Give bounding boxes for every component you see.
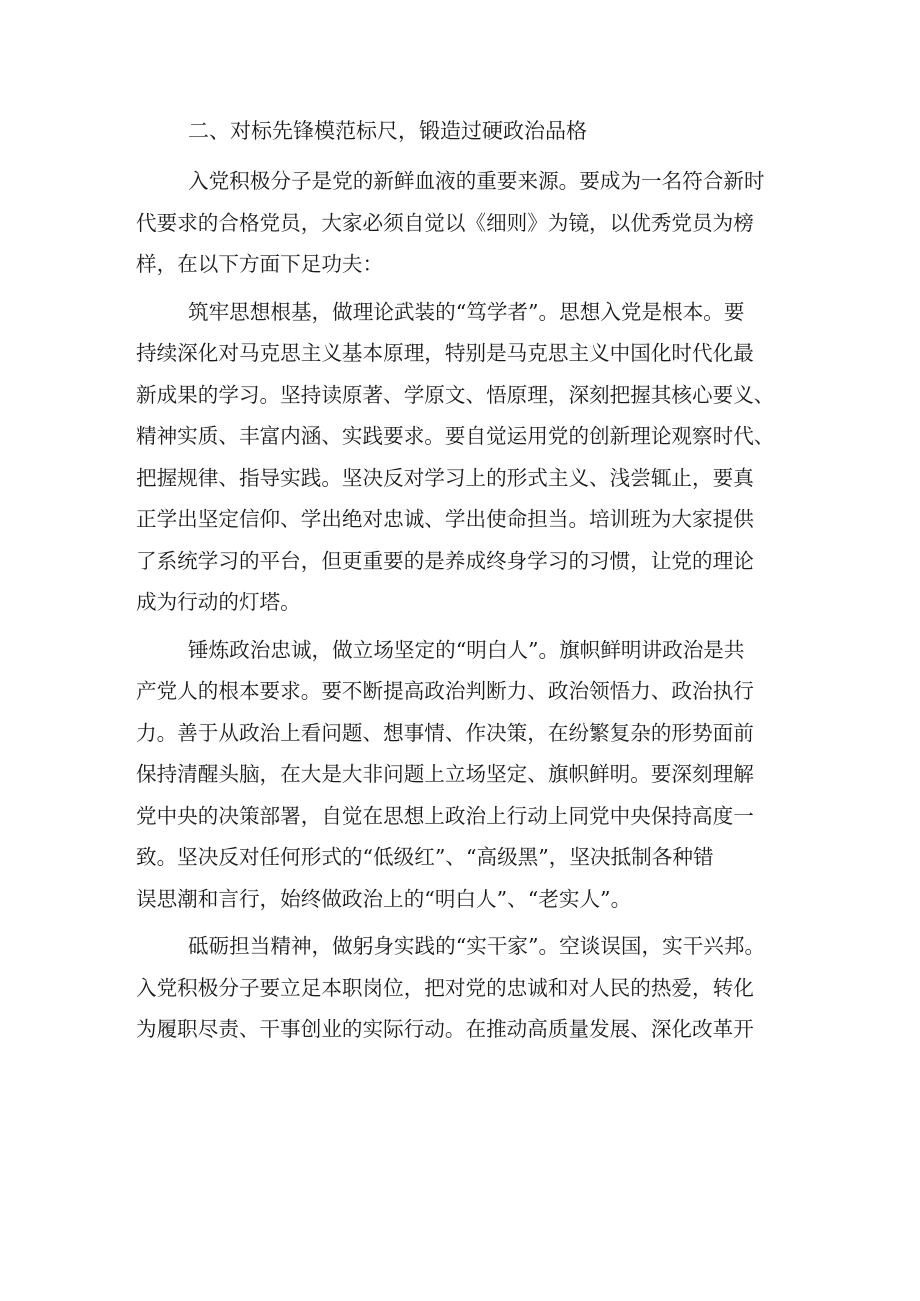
text-line: 产党人的根本要求。要不断提高政治判断力、政治领悟力、政治执行	[136, 679, 754, 703]
text-line: 致。坚决反对任何形式的“低级红”、“高级黑”，坚决抵制各种错	[136, 845, 714, 869]
text-line: 筑牢思想根基，做理论武装的“笃学者”。思想入党是根本。要	[188, 299, 745, 324]
paragraph-practice	[136, 926, 792, 1051]
text-line: 精神实质、丰富内涵、实践要求。要自觉运用党的创新理论观察时代、	[136, 424, 775, 448]
text-line: 入党积极分子要立足本职岗位，把对党的忠诚和对人民的热爱，转化	[136, 975, 754, 1000]
text-line: 持续深化对马克思主义基本原理，特别是马克思主义中国化时代化最	[136, 341, 754, 365]
text-line: 力。善于从政治上看问题、想事情、作决策，在纷繁复杂的形势面前	[136, 720, 754, 745]
text-line: 砥砺担当精神，做躬身实践的“实干家”。空谈误国，实干兴邦。	[188, 934, 766, 958]
text-line: 把握规律、指导实践。坚决反对学习上的形式主义、浅尝辄止，要真	[136, 465, 754, 490]
text-line: 正学出坚定信仰、学出绝对忠诚、学出使命担当。培训班为大家提供	[136, 507, 754, 531]
text-line: 成为行动的灯塔。	[136, 590, 301, 614]
text-line: 新成果的学习。坚持读原著、学原文、悟原理，深刻把握其核心要义、	[136, 382, 775, 407]
paragraph-intro	[136, 161, 792, 286]
text-line: 党中央的决策部署，自觉在思想上政治上行动上同党中央保持高度一	[136, 803, 754, 828]
text-line: 误思潮和言行，始终做政治上的“明白人”、“老实人”。	[136, 886, 632, 911]
text-line: 锤炼政治忠诚，做立场坚定的“明白人”。旗帜鲜明讲政治是共	[188, 637, 745, 662]
paragraph-political-loyalty	[136, 630, 792, 921]
text-line: 保持清醒头脑，在大是大非问题上立场坚定、旗帜鲜明。要深刻理解	[136, 762, 754, 786]
body-text	[136, 161, 792, 1051]
section-heading: 二、对标先锋模范标尺，锻造过硬政治品格	[188, 119, 587, 143]
text-line: 样，在以下方面下足功夫：	[136, 252, 384, 276]
text-line: 入党积极分子是党的新鲜血液的重要来源。要成为一名符合新时	[188, 169, 765, 193]
paragraph-theory-study	[136, 292, 792, 624]
text-line: 代要求的合格党员，大家必须自觉以《细则》为镜，以优秀党员为榜	[136, 210, 754, 235]
text-line: 为履职尽责、干事创业的实际行动。在推动高质量发展、深化改革开	[136, 1017, 754, 1041]
text-line: 了系统学习的平台，但更重要的是养成终身学习的习惯，让党的理论	[136, 548, 754, 573]
